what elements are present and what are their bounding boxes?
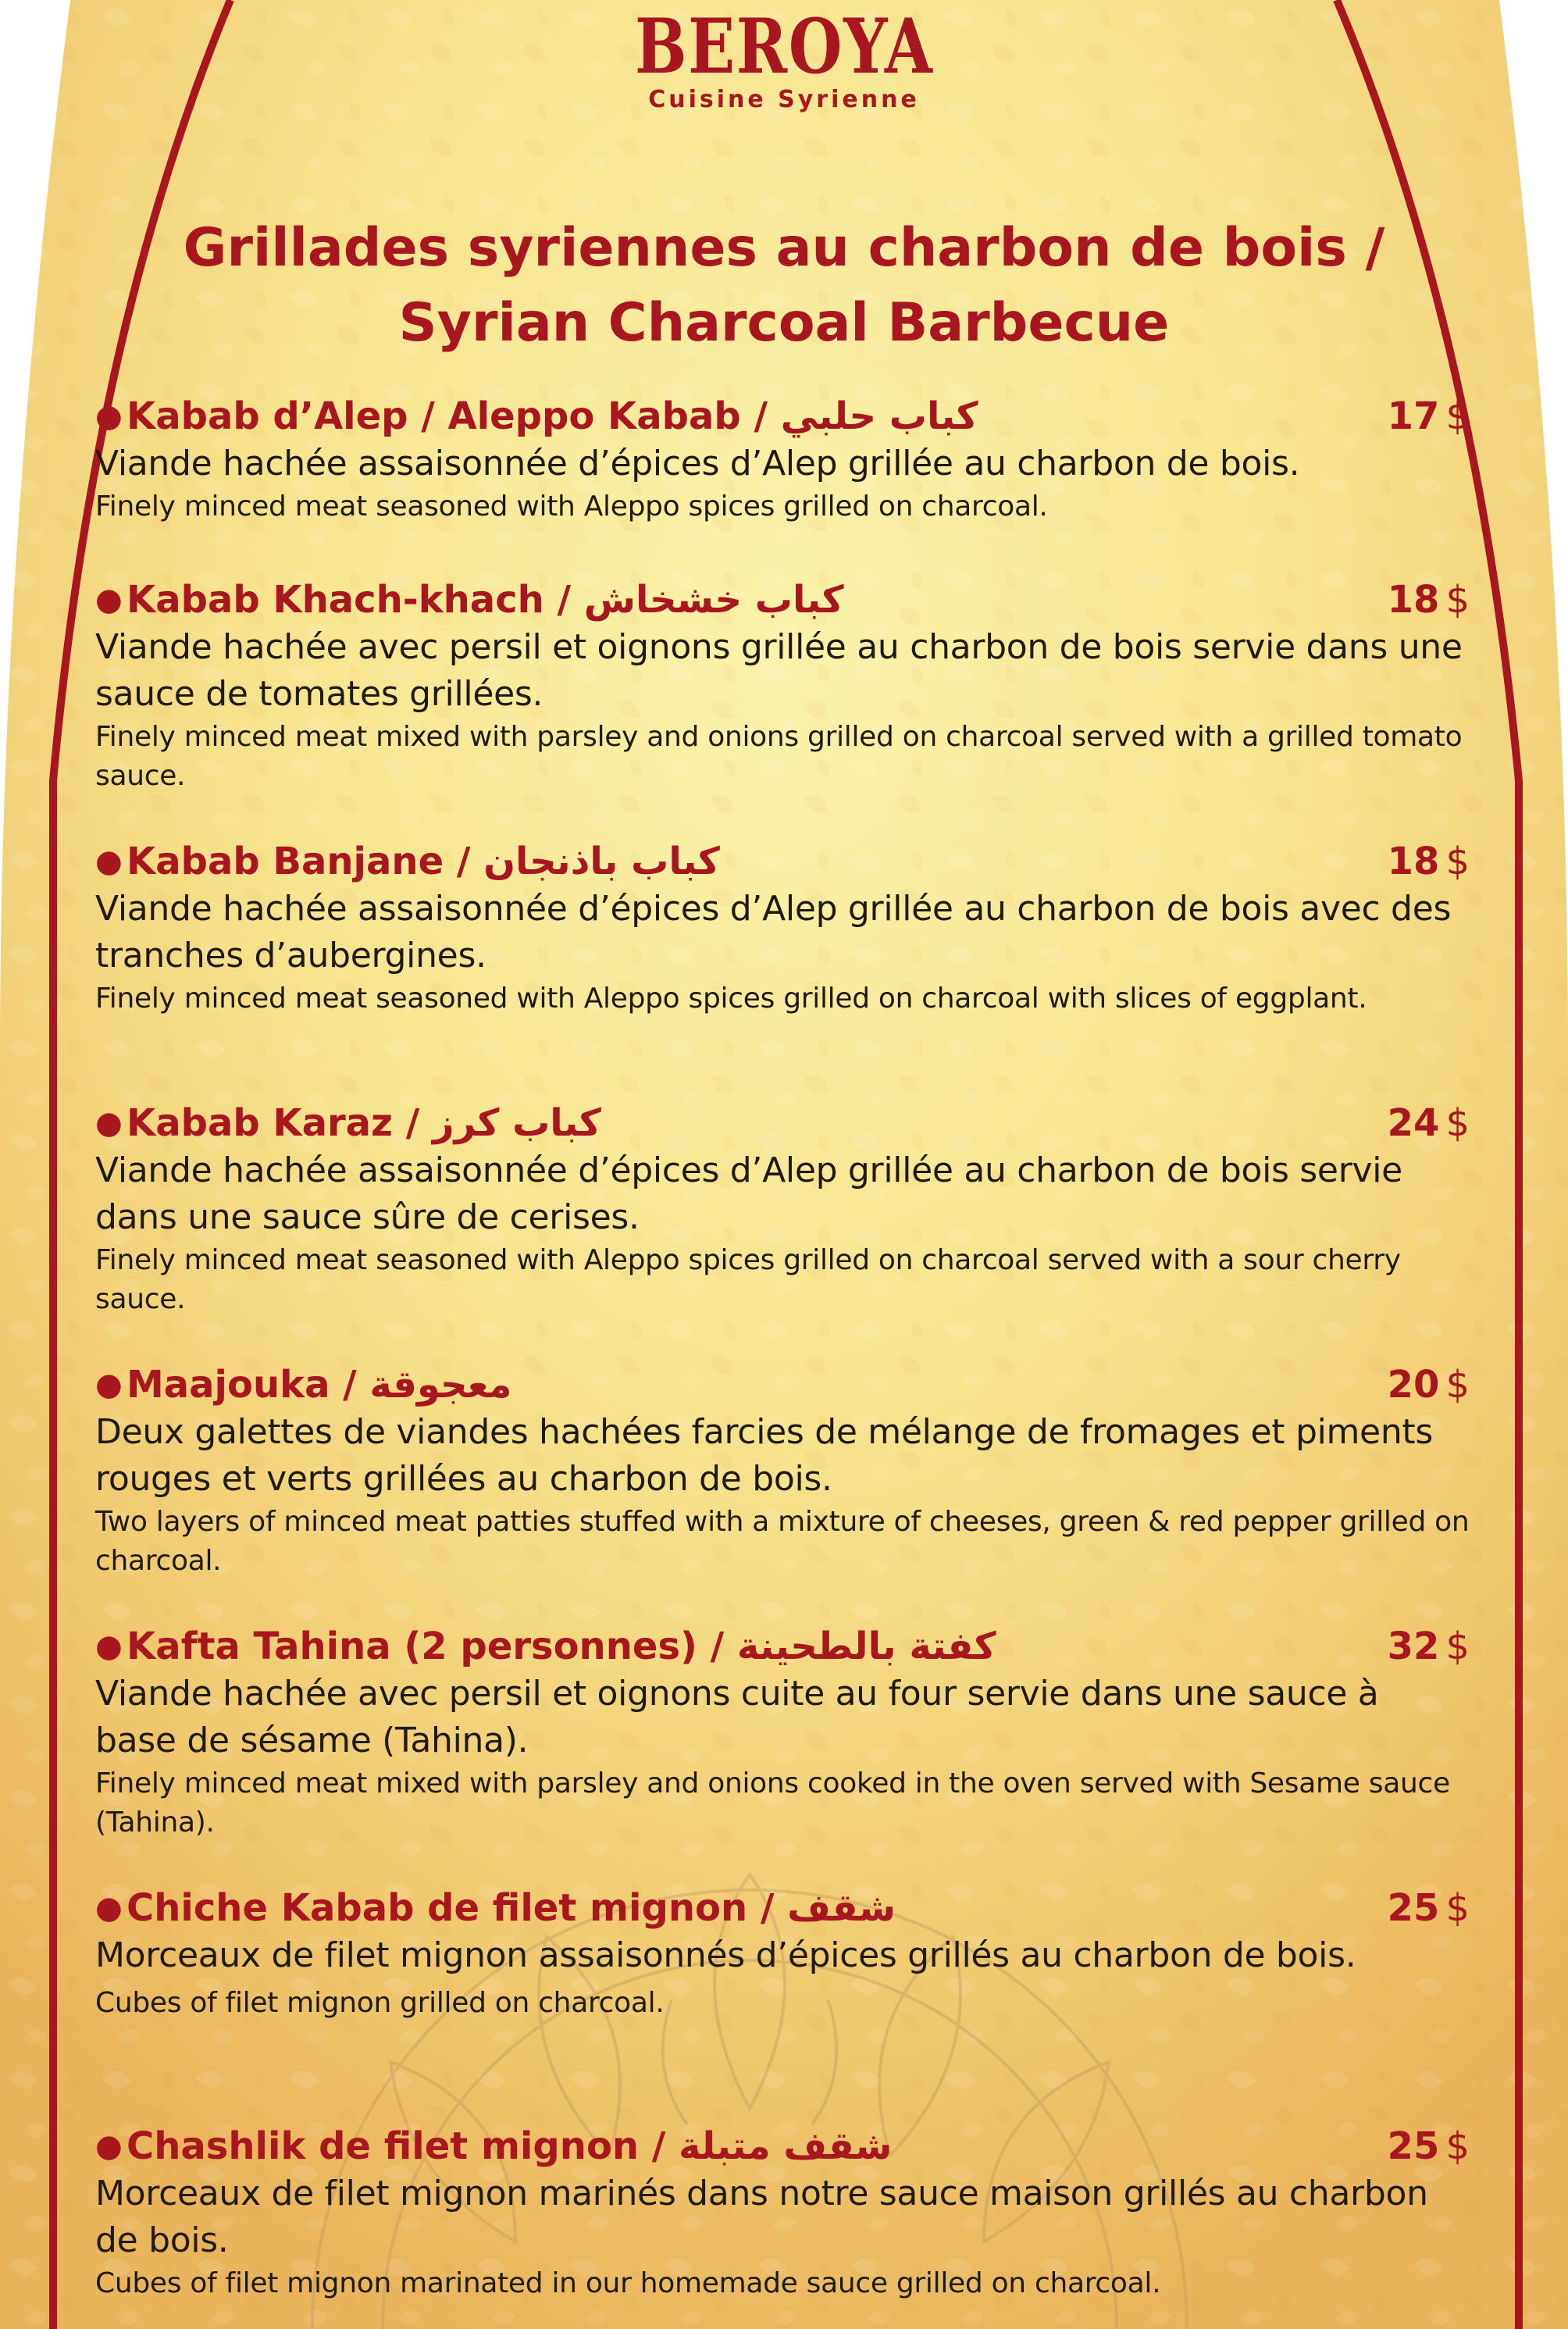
item-header	[95, 1884, 1470, 1932]
menu-item	[95, 1361, 1470, 1581]
item-description-en: Finely minced meat mixed with parsley and onions grilled on charcoal served with a grilled tomato sauce.	[95, 721, 1463, 792]
item-price	[1388, 1622, 1470, 1671]
price-value: 18	[1387, 578, 1440, 622]
item-name: Chashlik de filet mignon /	[127, 2124, 679, 2168]
currency-symbol: $	[1445, 1363, 1470, 1407]
item-name: Kabab Karaz /	[127, 1101, 433, 1145]
menu-item	[95, 837, 1470, 1018]
item-description-fr: Viande hachée avec persil et oignons cuite au four servie dans une sauce à base de sésame (Tahina).	[95, 1674, 1379, 1760]
item-arabic-name: كباب باذنجان	[483, 840, 720, 883]
bullet-icon: ●	[95, 398, 123, 434]
item-price	[1388, 837, 1470, 886]
price-value: 25	[1387, 2124, 1440, 2168]
bullet-icon: ●	[95, 1890, 123, 1926]
item-description-en: Cubes of filet mignon marinated in our homemade sauce grilled on charcoal.	[95, 2267, 1161, 2299]
item-header	[95, 2122, 1470, 2170]
restaurant-logo	[0, 2, 1568, 114]
item-price	[1388, 1099, 1470, 1147]
item-description-fr: Morceaux de filet mignon marinés dans notre sauce maison grillés au charbon de bois.	[95, 2174, 1428, 2260]
item-description-en: Cubes of filet mignon grilled on charcoal.	[95, 1987, 665, 2019]
item-description-en: Finely minced meat seasoned with Aleppo spices grilled on charcoal with slices of eggplant.	[95, 983, 1367, 1015]
item-name: Kabab d’Alep / Aleppo Kabab /	[127, 394, 781, 438]
item-price	[1388, 392, 1470, 440]
menu-item	[95, 392, 1470, 526]
item-arabic-name: شقف	[787, 1886, 896, 1930]
currency-symbol: $	[1445, 578, 1470, 622]
menu-item	[95, 2122, 1470, 2303]
bullet-icon: ●	[95, 582, 123, 618]
menu-item	[95, 1884, 1470, 2023]
item-arabic-name: معجوقة	[369, 1363, 512, 1407]
item-description-fr: Viande hachée assaisonnée d’épices d’Alep grillée au charbon de bois servie dans une sauce sûre de cerises.	[95, 1150, 1402, 1237]
menu-item	[95, 576, 1470, 796]
item-arabic-name: كباب خشخاش	[583, 578, 844, 622]
item-price	[1388, 1884, 1470, 1932]
price-value: 20	[1387, 1363, 1440, 1407]
bullet-icon: ●	[95, 2128, 123, 2164]
bullet-icon: ●	[95, 1628, 123, 1664]
item-arabic-name: شقف متبلة	[679, 2124, 893, 2168]
price-value: 25	[1387, 1886, 1440, 1930]
item-price	[1388, 1361, 1470, 1409]
item-description-fr: Morceaux de filet mignon assaisonnés d’épices grillés au charbon de bois.	[95, 1935, 1356, 1975]
item-header	[95, 837, 1470, 886]
menu-item	[95, 1099, 1470, 1319]
bullet-icon: ●	[95, 1367, 123, 1403]
price-value: 24	[1387, 1101, 1440, 1145]
menu-item	[95, 1622, 1470, 1842]
section-title	[0, 211, 1568, 361]
restaurant-tagline: Cuisine Syrienne	[648, 86, 920, 113]
item-description-en: Two layers of minced meat patties stuffed with a mixture of cheeses, green & red pepper grilled on charcoal.	[95, 1506, 1470, 1577]
item-description-en: Finely minced meat seasoned with Aleppo spices grilled on charcoal.	[95, 490, 1048, 523]
section-title-line-1: Grillades syriennes au charbon de bois /	[183, 217, 1385, 279]
item-arabic-name: كفتة بالطحينة	[736, 1625, 996, 1668]
item-name: Kafta Tahina (2 personnes) /	[127, 1625, 737, 1668]
item-name: Chiche Kabab de filet mignon /	[127, 1886, 788, 1930]
bullet-icon: ●	[95, 1105, 123, 1141]
currency-symbol: $	[1445, 2124, 1470, 2168]
section-title-line-2: Syrian Charcoal Barbecue	[398, 292, 1170, 354]
item-description-fr: Viande hachée assaisonnée d’épices d’Alep grillée au charbon de bois.	[95, 444, 1300, 483]
price-value: 17	[1387, 394, 1440, 438]
item-name: Kabab Khach-khach /	[127, 578, 584, 622]
item-header	[95, 1099, 1470, 1147]
currency-symbol: $	[1445, 1625, 1470, 1668]
item-name: Kabab Banjane /	[127, 840, 484, 883]
currency-symbol: $	[1445, 840, 1470, 883]
item-description-en: Finely minced meat mixed with parsley and onions cooked in the oven served with Sesame sauce (Tahina).	[95, 1767, 1450, 1839]
item-description-en: Finely minced meat seasoned with Aleppo spices grilled on charcoal served with a sour cherry sauce.	[95, 1244, 1401, 1315]
currency-symbol: $	[1445, 394, 1470, 438]
item-header	[95, 392, 1470, 440]
restaurant-name: BEROYA	[634, 2, 934, 91]
item-header	[95, 1361, 1470, 1409]
price-value: 18	[1387, 840, 1440, 883]
item-description-fr: Viande hachée avec persil et oignons grillée au charbon de bois servie dans une sauce de tomates grillées.	[95, 627, 1463, 714]
currency-symbol: $	[1445, 1886, 1470, 1930]
price-value: 32	[1387, 1625, 1440, 1668]
item-name: Maajouka /	[127, 1363, 370, 1407]
bullet-icon: ●	[95, 844, 123, 879]
item-description-fr: Viande hachée assaisonnée d’épices d’Alep grillée au charbon de bois avec des tranches d’aubergines.	[95, 889, 1452, 975]
currency-symbol: $	[1445, 1101, 1470, 1145]
item-arabic-name: كباب كرز	[432, 1101, 601, 1145]
item-price	[1388, 576, 1470, 624]
item-description-fr: Deux galettes de viandes hachées farcies de mélange de fromages et piments rouges et verts grillées au charbon de bois.	[95, 1412, 1433, 1499]
item-header	[95, 576, 1470, 624]
item-header	[95, 1622, 1470, 1671]
item-arabic-name: كباب حلبي	[780, 394, 978, 438]
item-price	[1388, 2122, 1470, 2170]
